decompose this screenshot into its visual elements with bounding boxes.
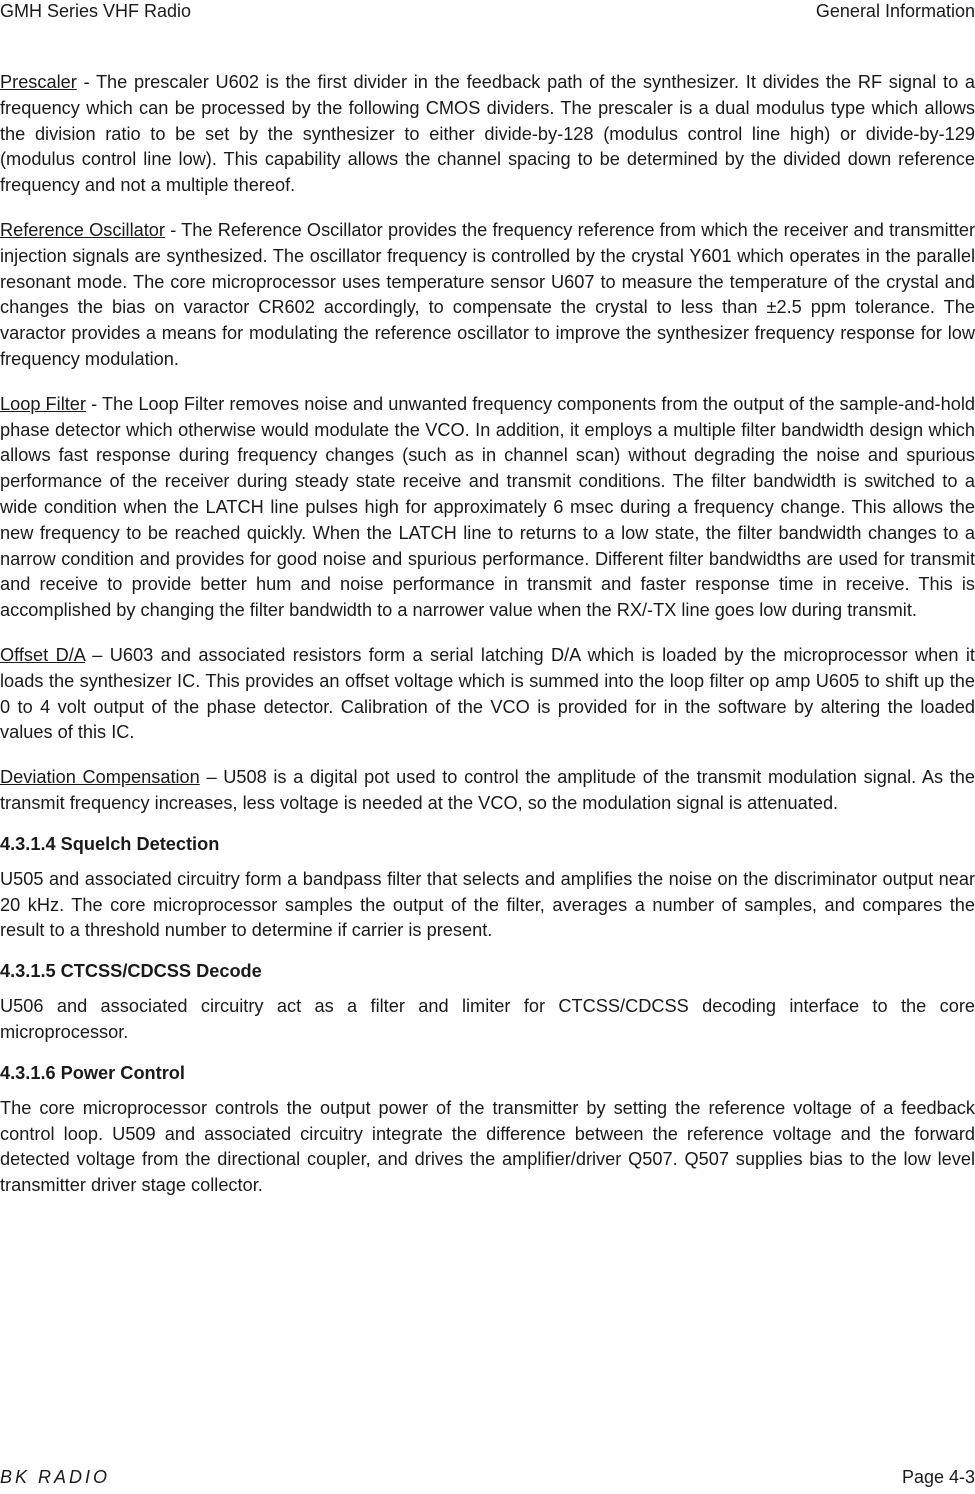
paragraph-text: – U508 is a digital pot used to control the amplitude of the transmit modulation signal. As the transmit frequency increases, less voltage is needed at the VCO, so the modulation signal is attenuated. [0,767,975,813]
paragraph-offset-da [0,643,975,746]
paragraph-text: – U603 and associated resistors form a serial latching D/A which is loaded by the microprocessor when it loads the synthesizer IC. This provides an offset voltage which is summed into the loop filter op amp U605 to shift up the 0 to 4 volt output of the phase detector. Calibration of the VCO is provided for in the software by altering the loaded values of this IC. [0,644,975,743]
paragraph-text: - The Loop Filter removes noise and unwanted frequency components from the output of the sample-and-hold phase detector which otherwise would modulate the VCO. In addition, it employs a multiple filter bandwidth design which allows fast response during frequency changes (such as in channel scan) without degrading the noise and spurious performance of the receiver during steady state receive and transmit conditions. The filter bandwidth is switched to a wide condition when the LATCH line pulses high for approximately 6 msec during a frequency change. This allows the new frequency to be reached quickly. When the LATCH line to returns to a low state, the filter bandwidth changes to a narrow condition and provides for good noise and spurious performance. Different filter bandwidths are used for transmit and receive to provide better hum and noise performance in transmit and faster response time in receive. This is accomplished by changing the filter bandwidth to a narrower value when the RX/-TX line goes low during transmit. [0,393,975,621]
page-footer [0,1466,975,1490]
section-heading-squelch-detection: 4.3.1.4 Squelch Detection [0,833,220,854]
section-body-squelch-detection: U505 and associated circuitry form a bandpass filter that selects and amplifies the noise on the discriminator output near 20 kHz. The core microprocessor samples the output of the filter, averages a number of samples, and compares the result to a threshold number to determine if carrier is present. [0,868,975,941]
section-heading-ctcss-cdcss-decode: 4.3.1.5 CTCSS/CDCSS Decode [0,961,262,982]
paragraph-prescaler [0,70,975,199]
header-section-title: General Information [815,1,975,21]
term-label: Loop Filter [0,393,86,414]
section-body-ctcss-cdcss-decode: U506 and associated circuitry act as a filter and limiter for CTCSS/CDCSS decoding interface to the core microprocessor. [0,996,975,1042]
section-body-power-control: The core microprocessor controls the output power of the transmitter by setting the reference voltage of a feedback control loop. U509 and associated circuitry integrate the difference between the reference voltage and the forward detected voltage from the directional coupler, and drives the amplifier/driver Q507. Q507 supplies bias to the low level transmitter driver stage collector. [0,1097,975,1196]
page-number: Page 4-3 [901,1467,975,1487]
paragraph-reference-oscillator [0,218,975,373]
term-label: Reference Oscillator [0,219,165,240]
page-body [0,70,975,1218]
section-heading-power-control: 4.3.1.6 Power Control [0,1062,185,1083]
paragraph-deviation-compensation [0,765,975,817]
term-label: Deviation Compensation [0,767,200,788]
page-header [0,0,975,24]
footer-brand: BK RADIO [0,1467,111,1487]
header-document-title: GMH Series VHF Radio [0,1,192,21]
paragraph-text: - The prescaler U602 is the first divider in the feedback path of the synthesizer. It divides the RF signal to a frequency which can be processed by the following CMOS dividers. The prescaler is a dual modulus type which allows the division ratio to be set by the synthesizer to either divide-by-128 (modulus control line high) or divide-by-129 (modulus control line low). This capability allows the channel spacing to be determined by the divided down reference frequency and not a multiple thereof. [0,72,975,196]
paragraph-text: - The Reference Oscillator provides the frequency reference from which the receiver and transmitter injection signals are synthesized. The oscillator frequency is controlled by the crystal Y601 which operates in the parallel resonant mode. The core microprocessor uses temperature sensor U607 to measure the temperature of the crystal and changes the bias on varactor CR602 accordingly, to compensate the crystal to less than ±2.5 ppm tolerance. The varactor provides a means for modulating the reference oscillator to improve the synthesizer frequency response for low frequency modulation. [0,219,975,369]
term-label: Offset D/A [0,644,85,665]
paragraph-loop-filter [0,392,975,624]
term-label: Prescaler [0,72,77,92]
